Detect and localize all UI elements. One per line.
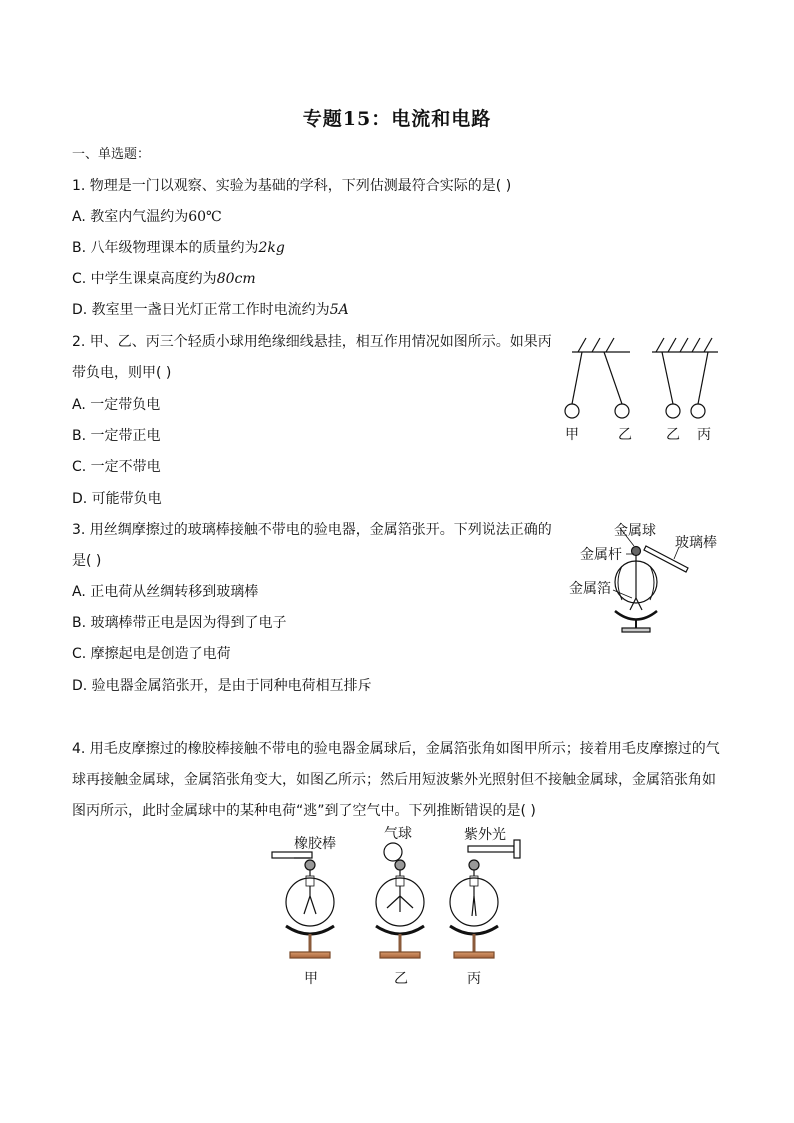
page-title: 专题15：电流和电路: [302, 108, 492, 130]
q3-stem-line2: 是( ): [72, 553, 102, 569]
electroscope-jia: [272, 852, 334, 958]
electroscope-yi: [376, 843, 424, 958]
q1-option-a[interactable]: A. 教室内气温约为60℃: [72, 209, 222, 225]
q4-stem-line2: 球再接触金属球，金属箔张角变大，如图乙所示；然后用短波紫外光照射但不接触金属球，金属箔张角如: [72, 772, 716, 788]
q2-figure: [560, 330, 730, 450]
q3-option-d[interactable]: D. 验电器金属箔张开，是由于同种电荷相互排斥: [72, 678, 372, 694]
q4-label-balloon: 气球: [384, 826, 412, 842]
q4-figure: [262, 822, 542, 992]
q4-stem-line1: 4. 用毛皮摩擦过的橡胶棒接触不带电的验电器金属球后，金属箔张角如图甲所示；接着用毛皮摩擦过的气: [72, 741, 720, 757]
q3-label-foil: 金属箔: [569, 581, 611, 597]
q1-option-d[interactable]: D. 教室里一盏日光灯正常工作时电流约为5A: [72, 302, 349, 318]
q3-label-rod: 金属杆: [580, 547, 622, 563]
q2-option-b[interactable]: B. 一定带正电: [72, 428, 161, 444]
q4-label-bing: 丙: [467, 971, 481, 987]
q3-label-ball: 金属球: [614, 523, 656, 539]
q1-option-c[interactable]: C. 中学生课桌高度约为80cm: [72, 271, 256, 287]
q4-label-yi: 乙: [394, 971, 408, 987]
q4-label-jia: 甲: [304, 971, 318, 987]
q2-option-c[interactable]: C. 一定不带电: [72, 459, 161, 475]
q1-option-b[interactable]: B. 八年级物理课本的质量约为2kg: [72, 240, 285, 256]
q3-option-a[interactable]: A. 正电荷从丝绸转移到玻璃棒: [72, 584, 259, 600]
q2-stem-line2: 带负电，则甲( ): [72, 365, 172, 381]
q2-label-jia: 甲: [565, 427, 579, 443]
q2-label-bing: 丙: [697, 427, 711, 443]
q1-stem: 1. 物理是一门以观察、实验为基础的学科，下列估测最符合实际的是( ): [72, 178, 512, 194]
q4-label-rubber-rod: 橡胶棒: [294, 836, 336, 852]
q2-option-d[interactable]: D. 可能带负电: [72, 491, 162, 507]
q4-label-uv: 紫外光: [464, 827, 506, 843]
q3-stem-line1: 3. 用丝绸摩擦过的玻璃棒接触不带电的验电器，金属箔张开。下列说法正确的: [72, 522, 552, 538]
electroscope-bing: [450, 840, 520, 958]
section-heading: 一、单选题：: [72, 147, 151, 162]
q2-option-a[interactable]: A. 一定带负电: [72, 397, 161, 413]
q3-option-c[interactable]: C. 摩擦起电是创造了电荷: [72, 646, 231, 662]
q4-stem-line3: 图丙所示，此时金属球中的某种电荷“逃”到了空气中。下列推断错误的是( ): [72, 803, 536, 819]
q3-label-glass: 玻璃棒: [675, 535, 717, 551]
q3-electroscope-figure: [560, 518, 730, 643]
q2-label-yi-2: 乙: [666, 427, 680, 443]
q3-option-b[interactable]: B. 玻璃棒带正电是因为得到了电子: [72, 615, 287, 631]
q2-label-yi-1: 乙: [618, 427, 632, 443]
q2-stem-line1: 2. 甲、乙、丙三个轻质小球用绝缘细线悬挂，相互作用情况如图所示。如果丙: [72, 334, 552, 350]
